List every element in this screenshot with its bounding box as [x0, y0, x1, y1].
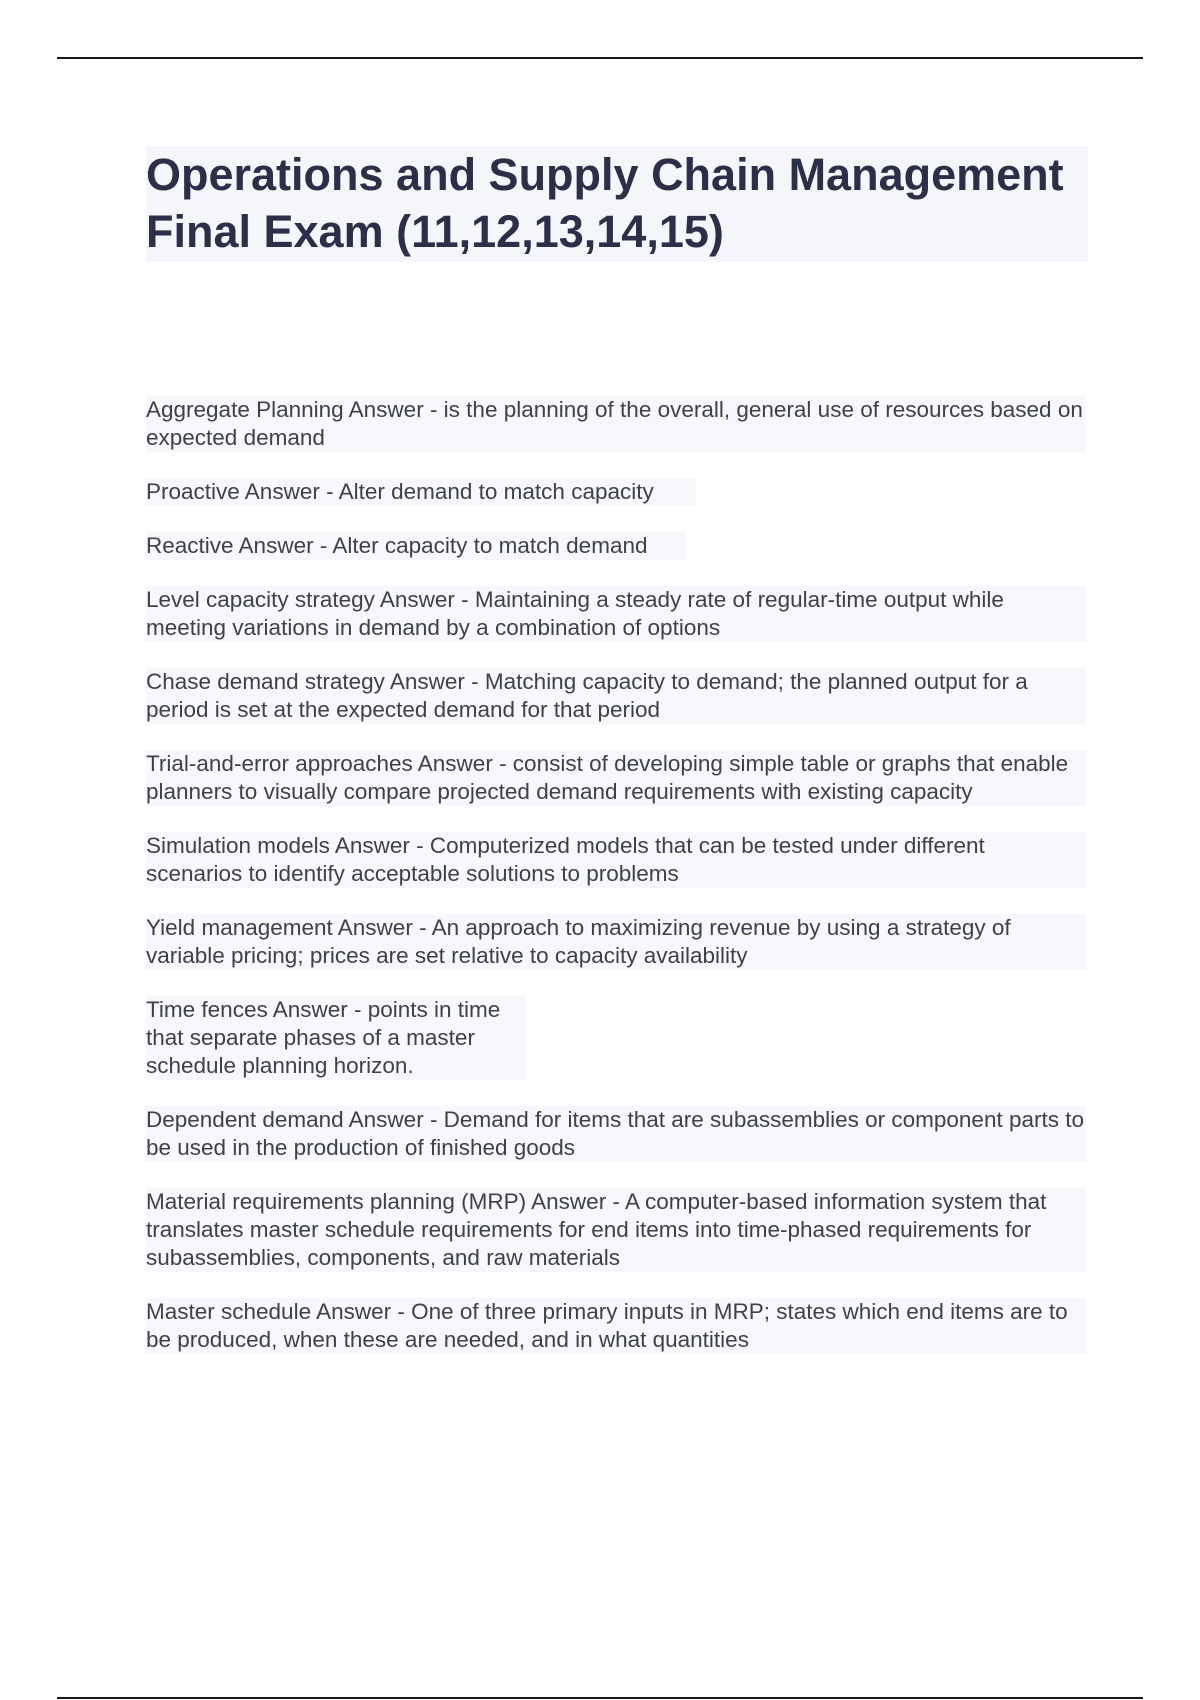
qa-entry-dependent-demand: Dependent demand Answer - Demand for items that are subassemblies or component parts to be used in the production of finished goods: [146, 1107, 1084, 1160]
qa-entry-time-fences: Time fences Answer - points in time that separate phases of a master schedule planning horizon.: [146, 996, 526, 1080]
qa-entry-trial-and-error: Trial-and-error approaches Answer - consist of developing simple table or graphs that enable planners to visually compare projected demand requirements with existing capacity: [146, 750, 1086, 806]
qa-entry-simulation-models: Simulation models Answer - Computerized models that can be tested under different scenarios to identify acceptable solutions to problems: [146, 832, 1086, 888]
qa-entry-master-schedule: Master schedule Answer - One of three primary inputs in MRP; states which end items are to be produced, when these are needed, and in what quantities: [146, 1298, 1086, 1354]
qa-entry-chase-demand: Chase demand strategy Answer - Matching capacity to demand; the planned output for a period is set at the expected demand for that period: [146, 668, 1086, 724]
qa-entry-mrp: Material requirements planning (MRP) Answer - A computer-based information system that translates master schedule requirements for end items into time-phased requirements for subassemblies, components, and raw materials: [146, 1188, 1086, 1272]
qa-entry-proactive: Proactive Answer - Alter demand to match capacity: [146, 478, 696, 506]
qa-entry-reactive: Reactive Answer - Alter capacity to match demand: [146, 532, 686, 560]
qa-entry-yield-management: Yield management Answer - An approach to maximizing revenue by using a strategy of variable pricing; prices are set relative to capacity availability: [146, 914, 1086, 970]
qa-entry-level-capacity: Level capacity strategy Answer - Maintaining a steady rate of regular-time output while meeting variations in demand by a combination of options: [146, 586, 1086, 642]
page-title: Operations and Supply Chain Management Final Exam (11,12,13,14,15): [146, 149, 1064, 257]
bottom-divider: [57, 1697, 1143, 1699]
top-divider: [57, 57, 1143, 59]
qa-entry-aggregate-planning: Aggregate Planning Answer - is the planning of the overall, general use of resources based on expected demand: [146, 396, 1086, 452]
title-block: [146, 146, 1088, 262]
qa-list: [146, 396, 1086, 1380]
